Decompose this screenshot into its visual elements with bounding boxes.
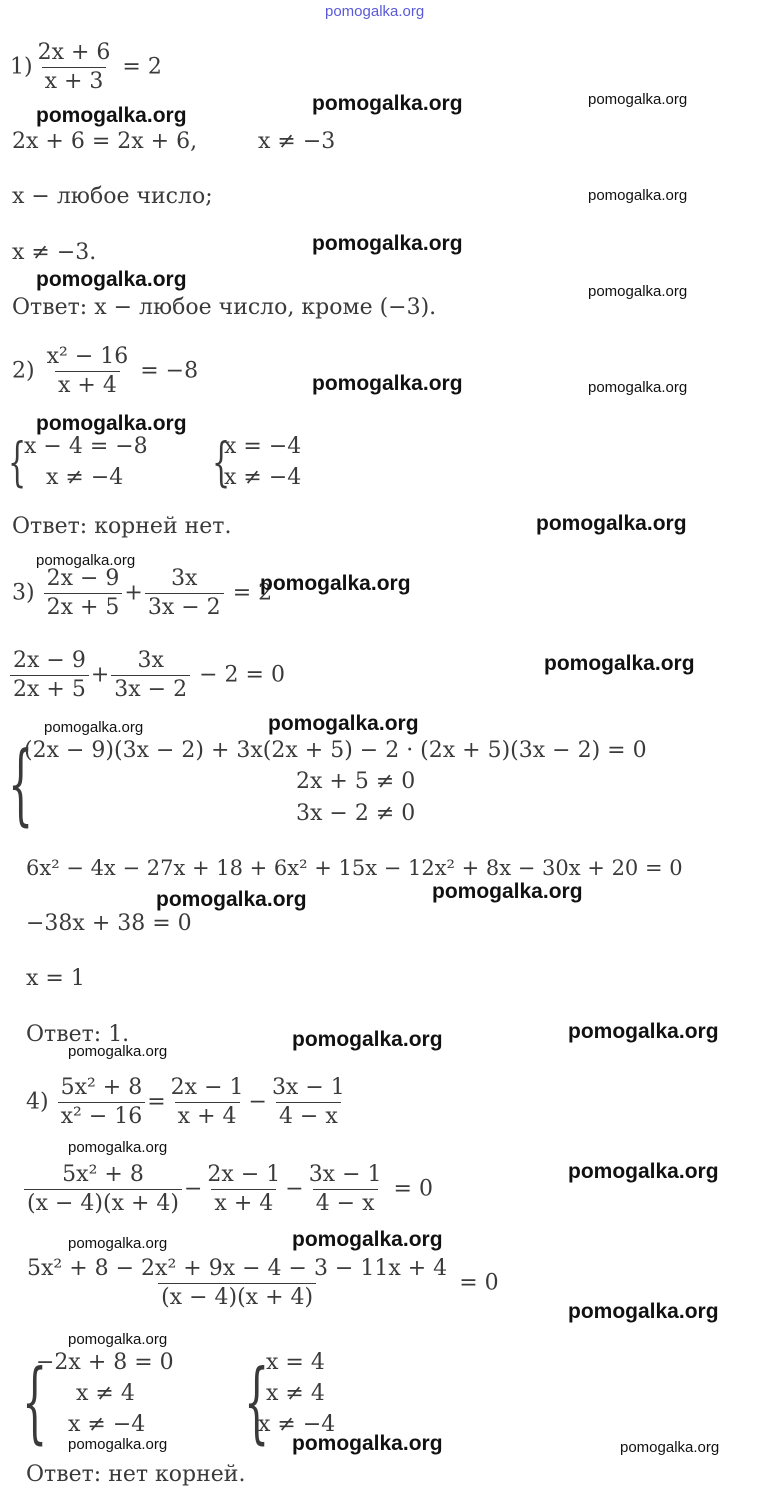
watermark: pomogalka.org: [68, 1331, 168, 1348]
equals-sign: =: [147, 1089, 166, 1115]
header-watermark: pomogalka.org: [325, 3, 425, 20]
problem-4-step-1: [22, 1164, 433, 1215]
problem-3-step-fraction-2: [111, 650, 190, 701]
equation-rhs: = 2: [122, 54, 162, 80]
watermark: pomogalka.org: [292, 1432, 443, 1455]
system-brace-icon: {: [212, 433, 231, 493]
problem-3-expansion: 6x² − 4x − 27x + 18 + 6x² + 15x − 12x² + 8x − 30x + 20 = 0: [26, 856, 683, 880]
fraction-numerator: 2x + 6: [37, 40, 111, 65]
problem-4-equation: [26, 1077, 350, 1128]
problem-4-fraction-2: [168, 1077, 247, 1128]
fraction-numerator: 3x: [171, 566, 198, 591]
fraction-denominator: x² − 16: [58, 1102, 146, 1128]
problem-2-fraction: [44, 346, 132, 397]
problem-4-number: 4): [26, 1089, 49, 1115]
fraction-numerator: 5x² + 8: [62, 1162, 144, 1187]
equation-rhs: = 2: [232, 580, 273, 606]
watermark: pomogalka.org: [156, 888, 307, 911]
watermark: pomogalka.org: [68, 1235, 168, 1252]
problem-4-fraction-3: [269, 1077, 348, 1128]
problem-4-step-2: [22, 1258, 499, 1309]
watermark: pomogalka.org: [292, 1228, 443, 1251]
problem-4-answer: Ответ: нет корней.: [26, 1462, 246, 1487]
problem-4-fraction-1: [58, 1077, 146, 1128]
system-brace-icon: {: [244, 1350, 270, 1453]
watermark: pomogalka.org: [68, 1043, 168, 1060]
fraction-numerator: 2x − 9: [46, 566, 120, 591]
problem-4-step-fraction-2: [204, 1164, 283, 1215]
fraction-denominator: 2x + 5: [10, 675, 89, 701]
problem-1-number: 1): [10, 54, 33, 80]
fraction-denominator: (x − 4)(x + 4): [158, 1283, 316, 1309]
problem-4-step-fraction-1: [24, 1164, 182, 1215]
equation-rhs: = 0: [393, 1176, 433, 1202]
watermark: pomogalka.org: [260, 572, 411, 595]
system-brace-icon: {: [22, 1350, 48, 1453]
fraction-denominator: x + 4: [55, 371, 120, 397]
problem-1-line-1b: x ≠ −3: [258, 129, 336, 154]
problem-1-line-1: 2x + 6 = 2x + 6,: [12, 129, 198, 154]
watermark: pomogalka.org: [588, 187, 688, 204]
watermark: pomogalka.org: [568, 1020, 719, 1043]
problem-4-system-2-line-1: x = 4: [266, 1350, 325, 1375]
equation-rhs: = −8: [140, 358, 199, 384]
fraction-numerator: 2x − 1: [207, 1162, 281, 1187]
watermark: pomogalka.org: [312, 232, 463, 255]
plus-sign: +: [124, 580, 143, 606]
watermark: pomogalka.org: [568, 1160, 719, 1183]
watermark: pomogalka.org: [588, 283, 688, 300]
fraction-denominator: (x − 4)(x + 4): [24, 1189, 182, 1215]
problem-3-system-line-3: 3x − 2 ≠ 0: [296, 801, 416, 826]
watermark: pomogalka.org: [312, 372, 463, 395]
problem-1-answer: Ответ: x − любое число, кроме (−3).: [12, 295, 437, 320]
problem-3-solution: x = 1: [26, 966, 85, 991]
problem-3-equation: [12, 568, 272, 619]
watermark: pomogalka.org: [36, 268, 187, 291]
watermark: pomogalka.org: [44, 719, 144, 736]
fraction-denominator: x + 3: [42, 67, 107, 93]
fraction-numerator: 5x² + 8 − 2x² + 9x − 4 − 3 − 11x + 4: [27, 1256, 448, 1281]
watermark: pomogalka.org: [36, 552, 136, 569]
problem-4-step-fraction-3: [306, 1164, 385, 1215]
minus-sign: −: [248, 1089, 267, 1115]
system-brace-icon: {: [8, 732, 34, 835]
problem-2-system-1-line-2: x ≠ −4: [46, 465, 124, 490]
problem-2-number: 2): [12, 358, 35, 384]
watermark: pomogalka.org: [68, 1436, 168, 1453]
fraction-numerator: x² − 16: [46, 344, 129, 369]
problem-4-system-1-line-3: x ≠ −4: [68, 1412, 146, 1437]
fraction-denominator: 3x − 2: [111, 675, 190, 701]
problem-1-line-3: x ≠ −3.: [12, 240, 97, 265]
problem-3-number: 3): [12, 580, 35, 606]
fraction-numerator: 3x: [137, 648, 164, 673]
problem-1-fraction: [35, 42, 114, 93]
fraction-numerator: 3x − 1: [308, 1162, 382, 1187]
problem-2-system-2-line-1: x = −4: [224, 434, 302, 459]
watermark: pomogalka.org: [268, 712, 419, 735]
fraction-numerator: 2x − 9: [13, 648, 86, 673]
problem-2-system-2-line-2: x ≠ −4: [224, 465, 302, 490]
problem-4-combined-fraction: [24, 1258, 450, 1309]
problem-3-step-1: [8, 650, 285, 701]
fraction-denominator: 4 − x: [313, 1189, 378, 1215]
watermark: pomogalka.org: [292, 1028, 443, 1051]
watermark: pomogalka.org: [620, 1439, 720, 1456]
fraction-numerator: 3x − 1: [271, 1075, 345, 1100]
problem-4-system-1-line-1: −2x + 8 = 0: [36, 1350, 174, 1375]
fraction-denominator: 3x − 2: [145, 593, 224, 619]
watermark: pomogalka.org: [544, 652, 695, 675]
fraction-denominator: 2x + 5: [44, 593, 123, 619]
watermark: pomogalka.org: [36, 104, 187, 127]
fraction-numerator: 5x² + 8: [60, 1075, 143, 1100]
problem-3-fraction-2: [145, 568, 224, 619]
equation-rhs: = 0: [459, 1270, 499, 1296]
fraction-numerator: 2x − 1: [170, 1075, 244, 1100]
watermark: pomogalka.org: [36, 412, 187, 435]
minus-sign: −: [285, 1176, 304, 1202]
problem-4-system-2-line-2: x ≠ 4: [266, 1381, 325, 1406]
fraction-denominator: x + 4: [175, 1102, 240, 1128]
problem-2-answer: Ответ: корней нет.: [12, 514, 232, 539]
problem-3-answer: Ответ: 1.: [26, 1022, 130, 1047]
problem-3-simplified: −38x + 38 = 0: [26, 911, 192, 936]
watermark: pomogalka.org: [568, 1300, 719, 1323]
system-brace-icon: {: [8, 433, 27, 493]
watermark: pomogalka.org: [432, 880, 583, 903]
problem-3-system-line-1: (2x − 9)(3x − 2) + 3x(2x + 5) − 2 · (2x + 5)(3x − 2) = 0: [24, 738, 647, 763]
problem-3-step-fraction-1: [10, 650, 89, 701]
problem-3-fraction-1: [44, 568, 123, 619]
problem-3-system-line-2: 2x + 5 ≠ 0: [296, 769, 416, 794]
step-tail: − 2 = 0: [199, 662, 285, 688]
problem-4-system-1-line-2: x ≠ 4: [76, 1381, 135, 1406]
watermark: pomogalka.org: [68, 1139, 168, 1156]
watermark: pomogalka.org: [588, 379, 688, 396]
problem-1-equation: [10, 42, 162, 93]
problem-4-system-2-line-3: x ≠ −4: [258, 1412, 336, 1437]
problem-2-equation: [12, 346, 198, 397]
fraction-denominator: 4 − x: [276, 1102, 341, 1128]
problem-2-system-1-line-1: x − 4 = −8: [24, 434, 148, 459]
watermark: pomogalka.org: [588, 91, 688, 108]
minus-sign: −: [183, 1176, 203, 1202]
problem-1-line-2: x − любое число;: [12, 184, 213, 209]
plus-sign: +: [90, 662, 110, 688]
fraction-denominator: x + 4: [211, 1189, 276, 1215]
watermark: pomogalka.org: [312, 92, 463, 115]
watermark: pomogalka.org: [536, 512, 687, 535]
